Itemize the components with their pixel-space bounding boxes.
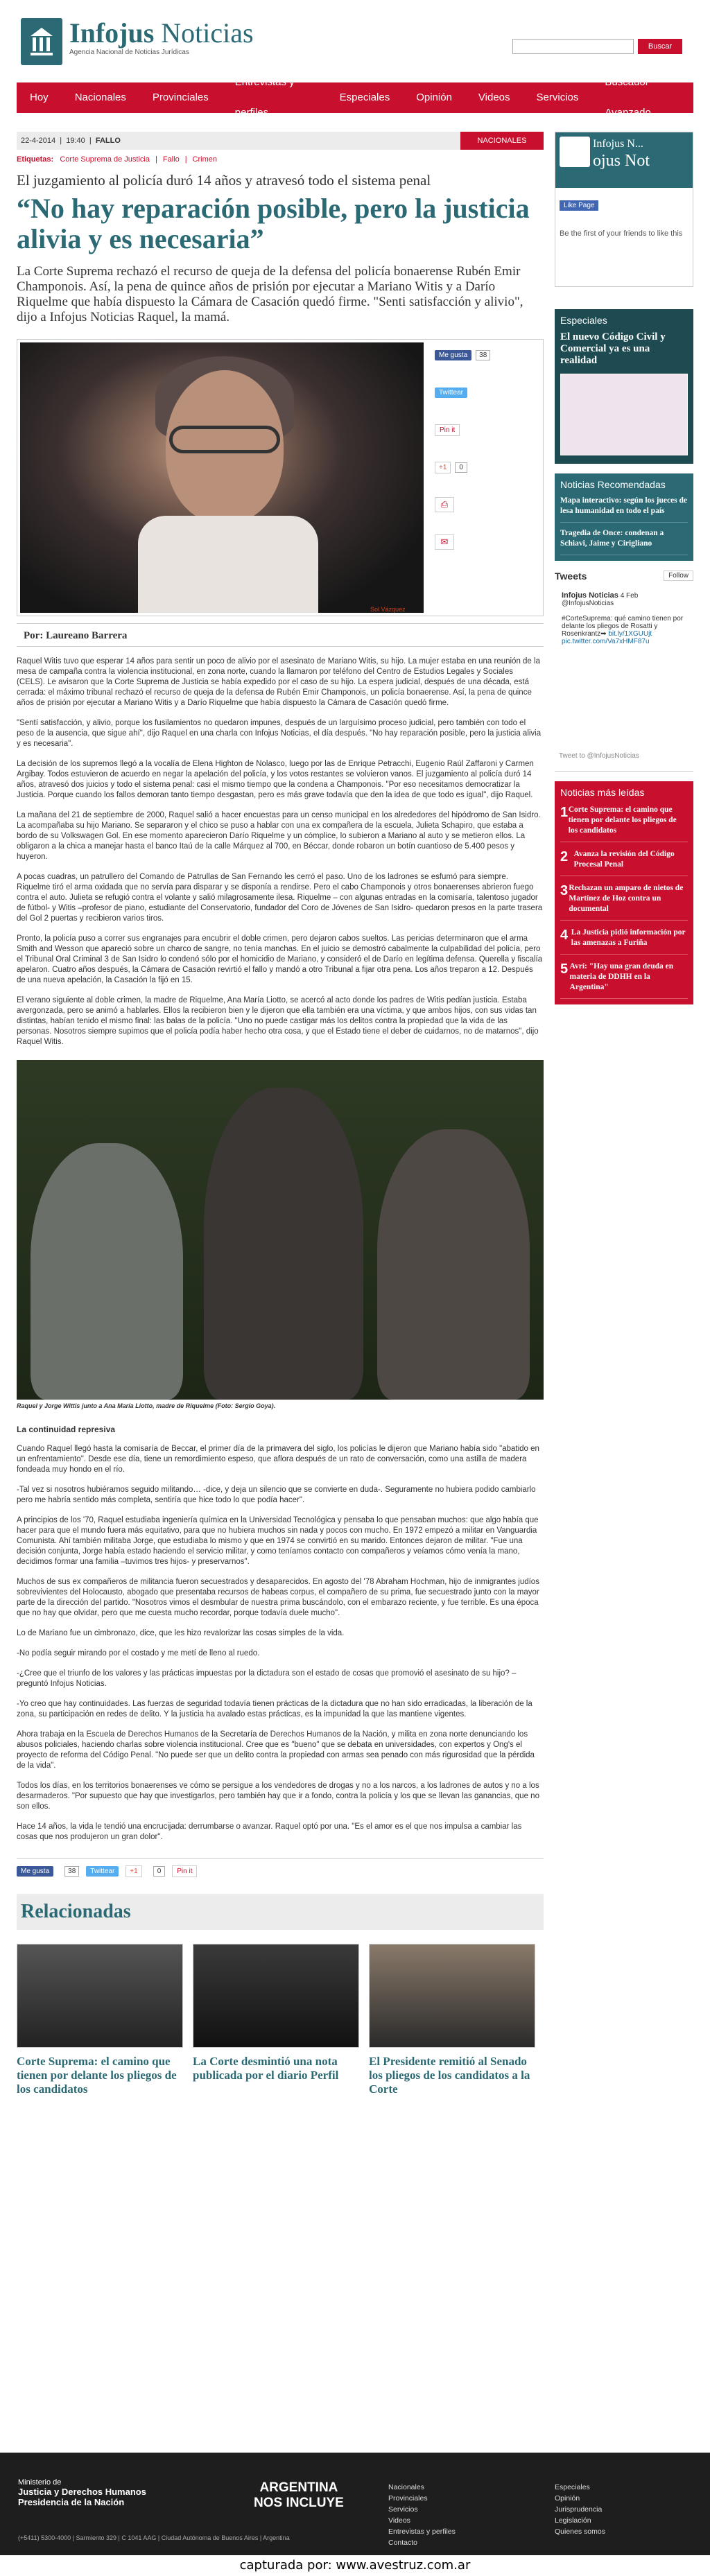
especiales-title: Especiales [560,315,607,326]
footer-link[interactable]: Entrevistas y perfiles [388,2527,456,2536]
nav-item-0[interactable]: Hoy [30,92,49,103]
recomendada-item[interactable]: Mapa interactivo: según los jueces de lesa humanidad en todo el país [560,496,688,523]
fb-cover-text: ojus Not [593,152,650,170]
footer-link[interactable]: Servicios [388,2505,418,2514]
related-title-link[interactable]: La Corte desmintió una nota publicada por el diario Perfil [193,2055,339,2082]
byline: Por: Laureano Barrera [17,623,544,647]
twitter-button[interactable]: Twittear [86,1866,119,1877]
footer-links-2 [555,2482,605,2537]
article [17,132,544,2096]
fb-text: Be the first of your friends to like this [560,229,683,238]
tweet-date: 4 Feb [620,592,639,600]
labels: Etiquetas: Corte Suprema de Justicia | Fallo | Crimen [17,155,217,164]
nav-item-8[interactable]: Buscador Avanzado [605,76,651,119]
article-date: 22-4-2014 [21,137,56,145]
photo-raquel [20,342,424,613]
mas-leida-title[interactable]: Rechazan un amparo de nietos de Martínez de Hoz contra un documental [569,884,684,913]
share-bar [17,1858,544,1877]
secondary-photo [17,1060,544,1400]
footer-link[interactable]: Opinión [555,2494,580,2503]
mas-leida-item[interactable] [560,849,688,876]
fb-page-logo [560,137,590,167]
tweet-text: #CorteSuprema: qué camino tienen por delante los pliegos de Rosatti y Rosenkrantz➡ [562,615,684,638]
nav-item-2[interactable]: Provinciales [152,92,209,103]
pinterest-button[interactable]: Pin it [172,1865,197,1877]
footer-link[interactable]: Provinciales [388,2494,428,2503]
paragraph: Pronto, la policía puso a correr sus engranajes para encubrir el doble crimen, pero dejaron cabos sueltos. Las pericias determinaron que el arma Smith and Wesson que apareció sobre un charco de sangre, no tenía manchas. En el juicio se demostró cabalmente la culpabilidad del policía, pero el Tribunal Oral Criminal 3 de San Isidro lo condenó sólo por el homicidio de Mariano, y consideró el de Darío en legítima defensa. Querella y fiscalía apelaron. Cuatro años después, la Cámara de Casación revirtió el fallo y mandó a otro Tribunal a fijar otra pena. Los años treparon a 12. Después de una nueva apelación, la Casación la fijó en 15. [17,934,543,984]
related-thumb[interactable] [369,1944,535,2048]
mas-leida-item[interactable] [560,928,688,955]
main-photo [17,339,544,616]
related-title-link[interactable]: Corte Suprema: el camino que tienen por delante los pliegos de los candidatos [17,2055,177,2096]
nav-item-3[interactable]: Entrevistas y perfiles [234,76,295,119]
fb-page-name[interactable]: Infojus N... [593,138,643,150]
photo-credit: Sol Vázquez [370,606,406,613]
related-thumb[interactable] [193,1944,359,2048]
related-list [17,1944,544,2096]
paragraph: Lo de Mariano fue un cimbronazo, dice, que les hizo revalorizar las cosas simples de la vida. [17,1629,345,1637]
mas-leida-number: 2 [560,849,569,864]
headline: “No hay reparación posible, pero la justicia alivia y es necesaria” [17,193,530,254]
label-link[interactable]: Fallo [162,155,180,164]
paragraph: "Sentí satisfacción, y alivio, porque los fusilamientos no quedaron impunes, después de un larguísimo proceso judicial, pero también con todo el peso de la ausencia, que sigue ahí", dijo Raquel en una charla con Infojus Noticias, el día después. "No hay reparación posible, pero la justicia alivia y es necesaria". [17,719,542,748]
paragraph: Cuando Raquel llegó hasta la comisaría de Beccar, el primer día de la primavera del siglo, los policías le dijeron que Mariano había sido "abatido en un enfrentamiento". Desde ese día, tiene un remordimiento espeso, que aflora después de un rato de conversación, como una astilla de madera fondeada muy hondo en el río. [17,1445,539,1474]
footer-links-1 [388,2482,456,2548]
footer-link[interactable]: Quienes somos [555,2527,605,2536]
google-plus-button[interactable]: +1 [435,462,451,473]
mas-leidas-box [555,781,693,1004]
article-section: FALLO [95,137,121,145]
recomendadas-box [555,473,693,561]
tweet-link[interactable]: bit.ly/1XGUUjt pic.twitter.com/Va7xHMF87u [562,630,652,645]
related-thumb[interactable] [17,1944,183,2048]
google-plus-count: 0 [455,462,467,473]
related-item[interactable] [17,1944,183,2096]
paragraph: Ahora trabaja en la Escuela de Derechos Humanos de la Secretaría de Derechos Humanos de la Nación, y milita en zona norte denunciando los abusos policiales, haciendo charlas sobre violencia institucional. Cree que es "bueno" que se debata en universidades, con expertos y Ong's el proyecto de reforma del Código Penal. "No puede ser que un delito contra la propiedad con armas sea penado con más rigurosidad que la pérdida de la vida". [17,1730,535,1770]
tweet [562,591,686,645]
related-title: Relacionadas [17,1894,544,1930]
especiales-item[interactable]: El nuevo Código Civil y Comercial ya es una realidad [560,331,666,366]
mas-leida-number: 1 [560,805,569,820]
related-item[interactable] [193,1944,359,2096]
email-icon[interactable]: ✉ [435,534,454,550]
nav-item-7[interactable]: Servicios [536,92,579,103]
article-meta: 22-4-2014 | 19:40 | FALLO NACIONALES [17,132,544,150]
recomendadas-title: Noticias Recomendadas [560,479,666,490]
site-header [0,0,710,69]
article-body-2 [17,1444,544,1843]
mas-leidas-title: Noticias más leídas [560,787,645,798]
paragraph: Raquel Witis tuvo que esperar 14 años para sentir un poco de alivio por el asesinato de Mariano Witis, su hijo. La mujer estaba en una reunión de la mesa de campaña contra la violencia institucional, en zona norte, cuando la llamaron por teléfono del Centro de Estudios Legales y Sociales (CELS). Le avisaron que la Corte Suprema de Justicia se había expedido por el caso de su hijo. La espera judicial, después de una década, está cerrada: el máximo tribunal rechazó el recurso de queja de la defensa de Rubén Emir Champonois, un policía bonaerense. Así, la pena de quince años de prisión por ejecutar a Mariano Witis y a Darío Riquelme que había dispuesto la Cámara de Casación quedó firme. [17,657,540,707]
twitter-widget [555,571,693,772]
mas-leida-item[interactable] [560,961,688,999]
footer-link[interactable]: Legislación [555,2516,591,2525]
paragraph: La mañana del 21 de septiembre de 2000, Raquel salió a hacer encuestas para un censo municipal en los alrededores del hipódromo de San Isidro. La acompañaba su hijo Mariano. Se separaron y el chico se puso a hablar con una ex compañera de la escuela, Julieta Schapiro, que estaba a bordo de su Volkswagen Gol. En ese momento aparecieron Darío Riquelme y un cómplice, lo subieron a Mariano al auto y se metieron ellos. La obligaron a la chica a manejar hasta el banco Itaú de la calle Márquez al 700, en Béccar, donde robaron un botín cuantioso de 5.400 pesos y huyeron. [17,811,541,861]
footer-link[interactable]: Especiales [555,2483,590,2491]
facebook-count: 38 [476,350,490,360]
footer-link[interactable]: Videos [388,2516,410,2525]
twitter-button[interactable]: Twittear [435,388,467,398]
paragraph: -No podía seguir mirando por el costado y me metí de lleno al ruedo. [17,1649,260,1657]
article-time: 19:40 [66,137,85,145]
share-panel [435,347,532,571]
mas-leida-number: 3 [560,883,569,898]
paragraph: -¿Cree que el triunfo de los valores y las prácticas impuestas por la dictadura son el estado de cosas que promovió el asesinato de su hijo? – preguntó Infojus Noticias. [17,1669,517,1688]
capture-watermark: capturada por: www.avestruz.com.ar [0,2555,710,2576]
tweets-title: Tweets [555,571,587,582]
mas-leida-number: 4 [560,928,569,943]
lead: La Corte Suprema rechazó el recurso de queja de la defensa del policía bonaerense Rubén Emir Champonois. Así, la pena de quince años de prisión por ejecutar a Mariano Witis y a Darío Riquelme que había dispuesto la Cámara de Casación quedó firme. "Senti satisfacción y alivio", dijo a Infojus Noticias Raquel, la mamá. [17,264,523,324]
related-title-link[interactable]: El Presidente remitió al Senado los pliegos de los candidatos a la Corte [369,2055,530,2096]
paragraph: A pocas cuadras, un patrullero del Comando de Patrullas de San Fernando les cerró el paso. Uno de los ladrones se esfumó para siempre. Riquelme tiró el arma oxidada que no servía para disparar y se disponía a rendirse. Pero el cabo Champonois y otros bonaerenses abrieron fuego contra el auto. Julieta se refugió contra el volante y salió milagrosamente ilesa. Riquelme – con algunas entradas en la comisaría, talentoso jugador de fútbol- y Witis –profesor de piano, estudiante del Conservatorio, fundador del Coro de Jóvenes de San Isidro- quedaron presos en la parte trasera del Gol 2 puertas y recibieron varios tiros. [17,873,543,923]
related-item[interactable] [369,1944,535,2096]
article-body [17,656,544,1047]
google-plus-count: 0 [153,1866,166,1877]
brand-subtitle: Agencia Nacional de Noticias Jurídicas [69,49,189,56]
facebook-like-button[interactable]: Me gusta [435,350,471,360]
search-input[interactable] [512,39,634,54]
subhead: La continuidad represiva [17,1425,116,1434]
label-link[interactable]: Corte Suprema de Justicia [60,155,150,164]
brand-title: Infojus Noticias [69,17,254,49]
mas-leida-item[interactable] [560,883,688,921]
pinterest-button[interactable]: Pin it [435,424,460,436]
paragraph: Todos los días, en los territorios bonaerenses ve cómo se persigue a los vendedores de drogas y no a los narcos, a los ladrones de autos y no a los desarmaderos. "Por supuesto que hay que investigarlos, pero también hay que ir a fondo, contra la policía y los que se llevan las ganancias, que no son ellos. [17,1782,539,1811]
facebook-count: 38 [64,1866,79,1877]
mas-leida-title[interactable]: Avanza la revisión del Código Procesal Penal [573,850,675,869]
photo-caption: Raquel y Jorge Wittis junto a Ana María Liotto, madre de Riquelme (Foto: Sergio Goya). [17,1402,276,1409]
footer-link[interactable]: Nacionales [388,2483,424,2491]
facebook-like-button[interactable]: Me gusta [17,1866,53,1877]
paragraph: -Yo creo que hay continuidades. Las fuerzas de seguridad todavía tienen prácticas de la dictadura que no han sido erradicadas, la liberación de la zona, su participación en redes de delito. Y la justicia ha avalado estas prácticas, es la impunidad la que las mantiene vigentes. [17,1700,532,1718]
footer-link[interactable]: Jurisprudencia [555,2505,603,2514]
nav-item-4[interactable]: Especiales [339,92,390,103]
tweet-user[interactable]: Infojus Noticias [562,591,618,600]
twitter-follow-button[interactable]: Follow [664,571,693,581]
tweet-handle: @InfojusNoticias [562,600,614,607]
mas-leida-title[interactable]: La Justicia pidió información por las amenazas a Furiña [571,928,686,947]
print-icon[interactable]: ⎙ [435,497,454,512]
footer-address: (+5411) 5300-4000 | Sarmiento 329 | C 1041 AAG | Ciudad Autónoma de Buenos Aires | Argentina [18,2534,290,2541]
paragraph: Hace 14 años, la vida le tendió una encrucijada: derrumbarse o avanzar. Raquel optó por una. "Es el amor es el que nos impulsa a cambiar las cosas que nos produjeron un gran dolor". [17,1822,522,1841]
labels-title: Etiquetas: [17,155,54,164]
main-nav [17,76,693,119]
nav-item-1[interactable]: Nacionales [74,92,126,103]
mas-leida-number: 5 [560,961,569,977]
mas-leida-title[interactable]: Corte Suprema: el camino que tienen por delante los pliegos de los candidatos [568,806,677,835]
especiales-image[interactable] [560,374,688,455]
recomendada-item[interactable]: Tragedia de Once: condenan a Schiavi, Jaime y Cirigliano [560,528,688,555]
paragraph: A principios de los '70, Raquel estudiaba ingeniería química en la Universidad Tecnológica y pensaba lo que pensaban muchos: que algo había que hacer para que el mundo fuera más equitativo, para que no hubiera muchos sin nada y pocos con mucho. En 1972 empezó a militar en Vanguardia Comunista. Ahí también militaba Jorge, que estudiaba lo mismo y que en 1974 se convirtió en su marido. Entonces dejaron de militar. "Fue una decisión conjunta, Jorge había estado haciendo el servicio militar, y como teníamos contacto con compañeros y veíamos cómo venía la mano, decidimos formar una familia –tuvimos tres hijos- y preservarnos". [17,1516,539,1566]
kicker: El juzgamiento al policía duró 14 años y atravesó todo el sistema penal [17,172,431,189]
fb-like-page-button[interactable]: Like Page [560,200,598,211]
nav-item-6[interactable]: Videos [478,92,510,103]
mas-leida-item[interactable] [560,805,688,842]
paragraph: El verano siguiente al doble crimen, la madre de Riquelme, Ana María Liotto, se acercó al acto donde los padres de Witis pedían justicia. Estaba avergonzada, pero se animó a hablarles. Ellos la recibieron bien y le dijeron que ella también era una víctima, y que ambos hijos, con sus vidas tan distintas, habían tenido el mismo final: las balas de la policía. "Uno no puede castigar más los delitos contra la propiedad que la vida de las personas. Nosotros siempre supimos que el policía podía haber hecho otra cosa, y que el Estado tiene el deber de cuidarnos, no de matarnos", dijo Raquel Witis. [17,996,539,1046]
nav-item-5[interactable]: Opinión [416,92,452,103]
facebook-widget [555,132,693,287]
section-tag[interactable]: NACIONALES [460,132,544,150]
sidebar [555,132,693,1004]
paragraph: La decisión de los supremos llegó a la vocalía de Elena Highton de Nolasco, luego por las de Enrique Petracchi, Eugenio Raúl Zaffaroni y Carmen Argibay. Todos estuvieron de acuerdo en negar la apelación del policía, y los votos restantes se volvieron vanos. El juzgamiento al policía duró 14 años, atravesó dos juicios y todo el sistema penal: casi el mismo tiempo que la condena a Champonois. "Por eso necesitamos democratizar la Justicia. Porque cuando los fallos demoran tanto tiempo desgastan, pero es más grave todavía que den la idea de que todo es igual", dijo Raquel. [17,760,534,799]
search-button[interactable]: Buscar [638,39,682,54]
footer-link[interactable]: Contacto [388,2539,418,2547]
google-plus-button[interactable]: +1 [125,1865,141,1877]
ministry-logo[interactable]: Ministerio de Justicia y Derechos Humanos Presidencia de la Nación [18,2478,146,2507]
label-link[interactable]: Crimen [192,155,217,164]
mas-leida-title[interactable]: Avrí: "Hay una gran deuda en materia de DDHH en la Argentina" [569,962,674,991]
logo[interactable] [21,18,62,65]
paragraph: -Tal vez si nosotros hubiéramos seguido militando… -dice, y deja un silencio que se convierte en duda-. Seguramente no hubiera podido cambiarlo pero me habría sentido más completa, sentiría que hice todo lo que podía hacer". [17,1486,536,1504]
site-footer [0,2453,710,2555]
especiales-box [555,309,693,464]
argentina-logo: ARGENTINA NOS INCLUYE [254,2480,344,2510]
tweet-to-link[interactable]: Tweet to @InfojusNoticias [559,752,639,760]
paragraph: Muchos de sus ex compañeros de militancia fueron secuestrados y desaparecidos. En agosto del '78 Abraham Hochman, hijo de inmigrantes judíos sobrevivientes del Holocausto, abogado que presentaba recursos de habeas corpus, el compañero de su prima, fue secuestrado junto con la mayor parte de la dirección del partido. "Nosotros vimos el desmbular de nuestra prima buscándolo, con el embarazo reciente, y fue terrible. Es una época que no hay que olvidar, pero que me cuesta mucho recordar, porque todavía duele mucho". [17,1578,539,1617]
